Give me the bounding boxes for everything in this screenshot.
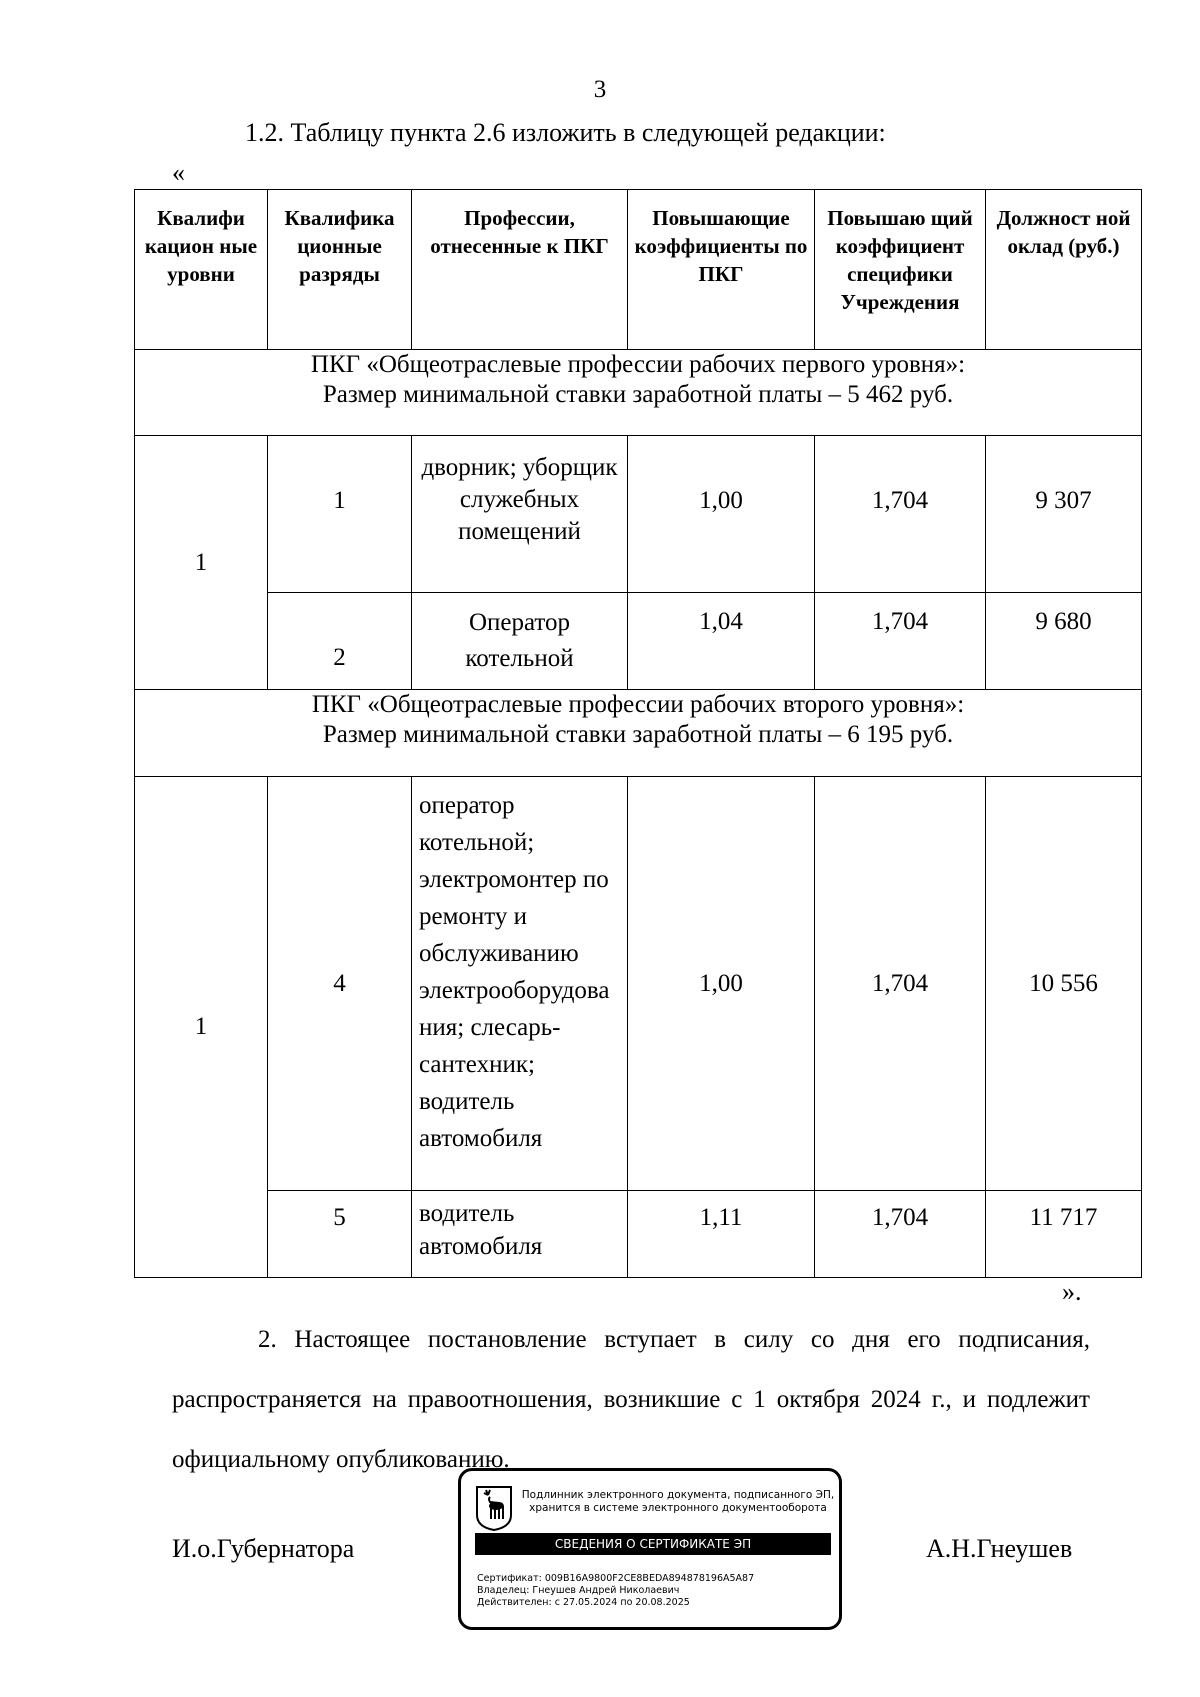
grade-cell: 1 (268, 436, 412, 593)
table-header-row (135, 190, 1142, 350)
stamp-certificate: Сертификат: 009B16A9800F2CE8BEDA894878196A5A87 (477, 1573, 755, 1584)
header-specific-coefficient: Повышаю щий коэффициент специфики Учреждения (815, 190, 986, 350)
group-title-row (135, 690, 1142, 777)
table-row (135, 436, 1142, 593)
group-subtitle: Размер минимальной ставки заработной платы – 6 195 руб. (322, 721, 954, 748)
pkg-coef-cell: 1,00 (628, 436, 815, 593)
stamp-owner: Владелец: Гнеушев Андрей Николаевич (477, 1585, 680, 1596)
level-cell: 1 (135, 777, 268, 1278)
profession-cell: водитель автомобиля (412, 1191, 628, 1278)
spec-coef-cell: 1,704 (815, 593, 986, 690)
header-pkg-coefficients: Повышающие коэффициенты по ПКГ (628, 190, 815, 350)
signatory-name: А.Н.Гнеушев (926, 1534, 1073, 1563)
profession-cell (412, 777, 628, 1191)
group-title-row (135, 350, 1142, 436)
level-cell: 1 (135, 436, 268, 690)
header-salary: Должност ной оклад (руб.) (986, 190, 1142, 350)
intro-text: 1.2. Таблицу пункта 2.6 изложить в следующей редакции: (245, 118, 886, 147)
profession-text: оператор котельной; электромонтер по ремонту и обслуживанию электрооборудования; слесарь-сантехник; водитель автомобиля (419, 792, 610, 1152)
stamp-header: СВЕДЕНИЯ О СЕРТИФИКАТЕ ЭП (475, 1533, 831, 1555)
group-title-cell (135, 690, 1142, 777)
group-title-cell (135, 350, 1142, 436)
grade-cell: 2 (268, 593, 412, 690)
group-title: ПКГ «Общеотраслевые профессии рабочих первого уровня»: (310, 351, 966, 378)
table-row (135, 1191, 1142, 1278)
table-row (135, 593, 1142, 690)
stamp-note: Подлинник электронного документа, подписанного ЭП, хранится в системе электронного документооборота (521, 1489, 835, 1514)
paragraph-2: 2. Настоящее постановление вступает в силу со дня его подписания, распространяется на правоотношения, возникшие с 1 октября 2024 г., и подлежит официальному опубликованию. (172, 1326, 1090, 1473)
salary-cell: 11 717 (986, 1191, 1142, 1278)
salary-cell: 9 307 (986, 436, 1142, 593)
pkg-coef-cell: 1,00 (628, 777, 815, 1191)
salary-cell: 10 556 (986, 777, 1142, 1191)
deer-emblem-icon (475, 1485, 513, 1531)
spec-coef-cell: 1,704 (815, 436, 986, 593)
stamp-validity: Действителен: с 27.05.2024 по 20.08.2025 (477, 1597, 690, 1608)
header-grades: Квалифика ционные разряды (268, 190, 412, 350)
pkg-coef-cell: 1,11 (628, 1191, 815, 1278)
stamp-details (477, 1573, 754, 1609)
profession-cell: дворник; уборщик служебных помещений (412, 436, 628, 593)
salary-table (134, 189, 1142, 1278)
grade-cell: 5 (268, 1191, 412, 1278)
spec-coef-cell: 1,704 (815, 777, 986, 1191)
group-title: ПКГ «Общеотраслевые профессии рабочих второго уровня»: (311, 691, 965, 718)
page-number: 3 (593, 76, 607, 103)
close-quote: ». (1062, 1277, 1082, 1306)
salary-cell: 9 680 (986, 593, 1142, 690)
open-quote: « (172, 158, 185, 187)
signatory-position: И.о.Губернатора (172, 1534, 355, 1563)
table-row (135, 777, 1142, 1191)
grade-cell: 4 (268, 777, 412, 1191)
spec-coef-cell: 1,704 (815, 1191, 986, 1278)
profession-cell: Оператор котельной (412, 593, 628, 690)
electronic-signature-stamp (458, 1468, 842, 1630)
pkg-coef-cell: 1,04 (628, 593, 815, 690)
header-professions: Профессии, отнесенные к ПКГ (412, 190, 628, 350)
header-levels: Квалифи кацион ные уровни (135, 190, 268, 350)
group-subtitle: Размер минимальной ставки заработной платы – 5 462 руб. (322, 381, 954, 408)
